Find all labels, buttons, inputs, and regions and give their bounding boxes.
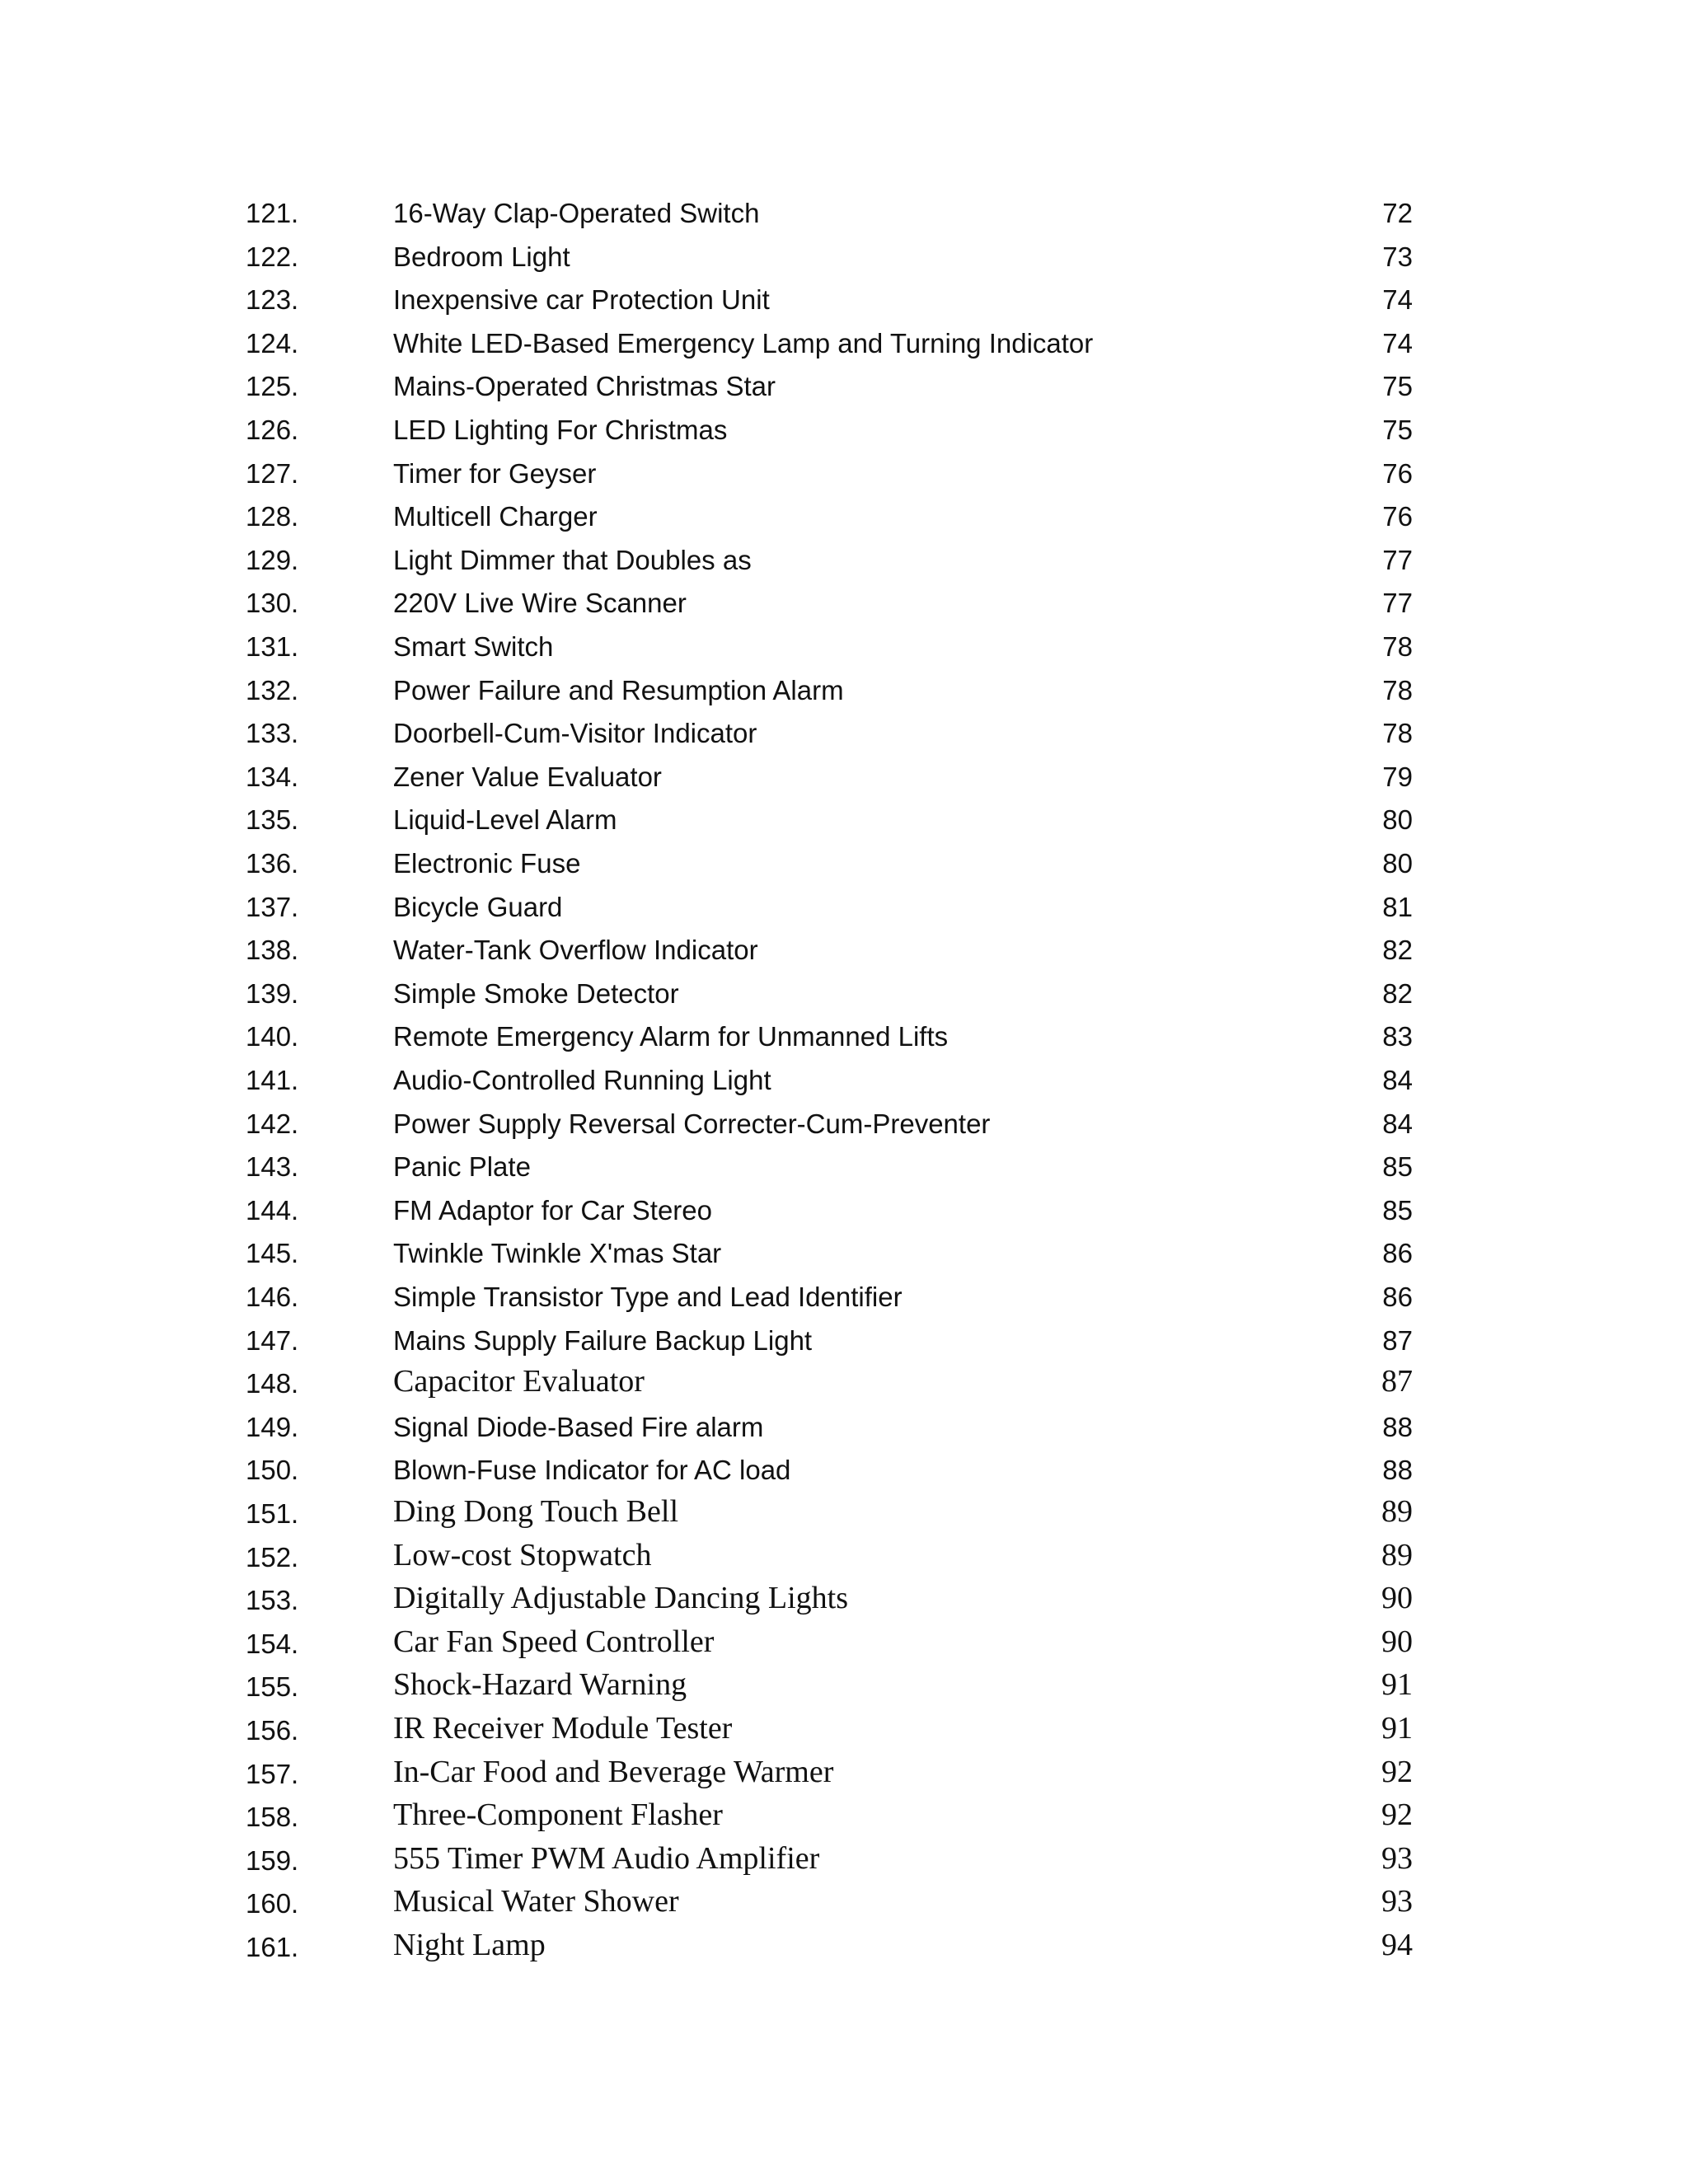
toc-entry-page-number: 72 [1382,198,1413,228]
toc-row [0,627,1688,670]
toc-row [0,757,1688,800]
toc-entry-page-number: 75 [1382,415,1413,445]
toc-entry-title: Zener Value Evaluator [393,761,662,792]
toc-row [0,497,1688,540]
toc-entry-number: 155. [246,1671,299,1703]
toc-entry-title: 220V Live Wire Scanner [393,588,687,619]
toc-entry-page-number: 78 [1382,674,1413,705]
toc-entry-title: Ding Dong Touch Bell [393,1494,679,1529]
toc-row [0,1928,1688,1971]
toc-entry-page-number: 76 [1382,457,1413,489]
toc-row [0,1234,1688,1277]
toc-entry-number: 156. [246,1715,299,1746]
toc-row [0,800,1688,843]
toc-entry-page-number: 74 [1382,284,1413,316]
toc-row [0,1017,1688,1060]
toc-row [0,1451,1688,1493]
toc-entry-page-number: 85 [1382,1151,1413,1183]
toc-entry-number: 128. [246,501,299,532]
toc-entry-title: Smart Switch [393,631,554,662]
toc-entry-title: Multicell Charger [393,501,598,532]
toc-entry-page-number: 79 [1382,761,1413,792]
toc-row [0,1711,1688,1754]
toc-entry-number: 157. [246,1758,299,1789]
toc-entry-title: Low-cost Stopwatch [393,1537,652,1572]
toc-row [0,1191,1688,1234]
toc-entry-title: 555 Timer PWM Audio Amplifier [393,1840,820,1876]
toc-entry-title: Simple Smoke Detector [393,977,679,1009]
toc-entry-number: 160. [246,1888,299,1919]
toc-entry-page-number: 85 [1382,1194,1413,1226]
toc-row [0,1667,1688,1710]
toc-entry-title: Capacitor Evaluator [393,1364,645,1399]
toc-entry-title: Light Dimmer that Doubles as [393,544,752,575]
toc-entry-page-number: 77 [1382,588,1413,619]
toc-entry-title: Night Lamp [393,1928,546,1962]
toc-entry-page-number: 86 [1382,1282,1413,1312]
toc-entry-number: 140. [246,1021,299,1052]
toc-entry-page-number: 78 [1382,631,1413,662]
toc-entry-page-number: 74 [1382,327,1413,359]
toc-row [0,1538,1688,1581]
toc-entry-page-number: 90 [1381,1581,1413,1616]
toc-row [0,583,1688,626]
toc-entry-title: In-Car Food and Beverage Warmer [393,1754,834,1789]
toc-row [0,194,1688,237]
toc-entry-page-number: 87 [1382,1324,1413,1356]
toc-row [0,1061,1688,1104]
toc-entry-title: Three-Component Flasher [393,1797,723,1833]
toc-entry-page-number: 89 [1381,1494,1413,1529]
toc-row [0,1624,1688,1667]
toc-row [0,1797,1688,1840]
toc-entry-page-number: 75 [1382,371,1413,402]
toc-entry-number: 129. [246,544,299,575]
toc-entry-number: 122. [246,241,299,272]
toc-entry-number: 137. [246,891,299,922]
toc-entry-number: 125. [246,371,299,402]
toc-row [0,1104,1688,1147]
toc-entry-title: Inexpensive car Protection Unit [393,284,770,316]
toc-entry-page-number: 82 [1382,935,1413,966]
toc-entry-number: 148. [246,1368,299,1399]
toc-entry-number: 134. [246,761,299,792]
toc-entry-page-number: 87 [1381,1364,1413,1399]
toc-entry-title: White LED-Based Emergency Lamp and Turning Indicator [393,327,1094,359]
toc-entry-number: 139. [246,977,299,1009]
toc-entry-page-number: 73 [1382,241,1413,272]
toc-row [0,1581,1688,1624]
toc-entry-title: Liquid-Level Alarm [393,804,617,836]
toc-row [0,930,1688,973]
toc-entry-number: 124. [246,327,299,359]
toc-row [0,888,1688,930]
toc-entry-page-number: 86 [1382,1238,1413,1269]
toc-entry-number: 154. [246,1628,299,1659]
toc-row [0,280,1688,323]
toc-entry-title: Audio-Controlled Running Light [393,1065,771,1095]
toc-entry-page-number: 80 [1382,804,1413,836]
toc-entry-page-number: 88 [1382,1411,1413,1442]
toc-row [0,410,1688,453]
toc-entry-number: 132. [246,674,299,705]
toc-row [0,1755,1688,1797]
toc-entry-title: IR Receiver Module Tester [393,1711,733,1746]
toc-entry-number: 121. [246,198,299,228]
toc-entry-page-number: 81 [1382,891,1413,922]
toc-entry-number: 130. [246,588,299,619]
toc-row [0,1884,1688,1927]
toc-row [0,1321,1688,1364]
toc-entry-title: Blown-Fuse Indicator for AC load [393,1455,791,1486]
toc-entry-page-number: 82 [1382,977,1413,1009]
toc-entry-page-number: 94 [1381,1928,1413,1962]
toc-entry-number: 133. [246,718,299,749]
toc-entry-title: LED Lighting For Christmas [393,415,728,445]
toc-entry-number: 145. [246,1238,299,1269]
toc-entry-number: 136. [246,848,299,879]
toc-entry-page-number: 91 [1381,1711,1413,1746]
toc-row [0,1408,1688,1451]
toc-entry-title: Timer for Geyser [393,457,597,489]
toc-entry-title: Bicycle Guard [393,891,563,922]
toc-entry-number: 127. [246,457,299,489]
toc-entry-number: 159. [246,1844,299,1876]
toc-entry-title: Remote Emergency Alarm for Unmanned Lifts [393,1021,949,1052]
toc-entry-page-number: 89 [1381,1537,1413,1572]
toc-entry-title: Power Supply Reversal Correcter-Cum-Preventer [393,1108,991,1139]
toc-entry-title: Twinkle Twinkle X'mas Star [393,1238,722,1269]
toc-entry-title: Water-Tank Overflow Indicator [393,935,758,966]
toc-row [0,367,1688,410]
toc-row [0,324,1688,367]
toc-entry-title: 16-Way Clap-Operated Switch [393,198,760,228]
toc-entry-title: Bedroom Light [393,241,570,272]
toc-entry-title: Mains Supply Failure Backup Light [393,1324,813,1356]
toc-entry-number: 151. [246,1498,299,1529]
toc-row [0,541,1688,583]
toc-entry-page-number: 76 [1382,501,1413,532]
toc-entry-number: 138. [246,935,299,966]
toc-entry-page-number: 93 [1381,1884,1413,1919]
toc-row [0,237,1688,280]
toc-entry-page-number: 84 [1382,1065,1413,1095]
toc-entry-page-number: 91 [1381,1667,1413,1703]
toc-entry-number: 147. [246,1324,299,1356]
toc-entry-title: Digitally Adjustable Dancing Lights [393,1581,848,1616]
toc-entry-number: 146. [246,1282,299,1312]
toc-row [0,844,1688,887]
toc-entry-title: Musical Water Shower [393,1884,679,1919]
toc-entry-number: 150. [246,1455,299,1486]
toc-entry-number: 149. [246,1411,299,1442]
toc-row [0,1277,1688,1320]
toc-entry-title: Doorbell-Cum-Visitor Indicator [393,718,757,749]
toc-row [0,671,1688,714]
toc-entry-page-number: 84 [1382,1108,1413,1139]
toc-entry-title: Shock-Hazard Warning [393,1667,687,1703]
toc-row [0,974,1688,1017]
toc-entry-number: 123. [246,284,299,316]
toc-entry-title: Panic Plate [393,1151,531,1183]
toc-entry-page-number: 92 [1381,1797,1413,1833]
toc-entry-title: Simple Transistor Type and Lead Identifier [393,1282,903,1312]
toc-entry-page-number: 93 [1381,1840,1413,1876]
toc-entry-number: 142. [246,1108,299,1139]
toc-entry-number: 135. [246,804,299,836]
toc-entry-number: 153. [246,1585,299,1616]
toc-entry-number: 141. [246,1065,299,1095]
toc-row [0,1364,1688,1407]
toc-row [0,1147,1688,1190]
toc-entry-title: Mains-Operated Christmas Star [393,371,776,402]
toc-entry-page-number: 78 [1382,718,1413,749]
toc-entry-page-number: 77 [1382,544,1413,575]
toc-entry-title: Electronic Fuse [393,848,581,879]
toc-entry-number: 126. [246,415,299,445]
toc-entry-number: 131. [246,631,299,662]
toc-entry-number: 158. [246,1802,299,1833]
toc-row [0,714,1688,757]
toc-row [0,1841,1688,1884]
toc-entry-title: Car Fan Speed Controller [393,1624,715,1659]
toc-row [0,1494,1688,1537]
toc-entry-number: 144. [246,1194,299,1226]
toc-entry-page-number: 90 [1381,1624,1413,1659]
toc-entry-title: FM Adaptor for Car Stereo [393,1194,712,1226]
toc-entry-title: Signal Diode-Based Fire alarm [393,1411,764,1442]
toc-entry-page-number: 83 [1382,1021,1413,1052]
toc-entry-number: 143. [246,1151,299,1183]
toc-entry-page-number: 92 [1381,1754,1413,1789]
toc-entry-number: 161. [246,1932,299,1962]
toc-entry-page-number: 80 [1382,848,1413,879]
toc-entry-page-number: 88 [1382,1455,1413,1486]
toc-entry-number: 152. [246,1541,299,1572]
toc-row [0,454,1688,497]
toc-entry-title: Power Failure and Resumption Alarm [393,674,844,705]
